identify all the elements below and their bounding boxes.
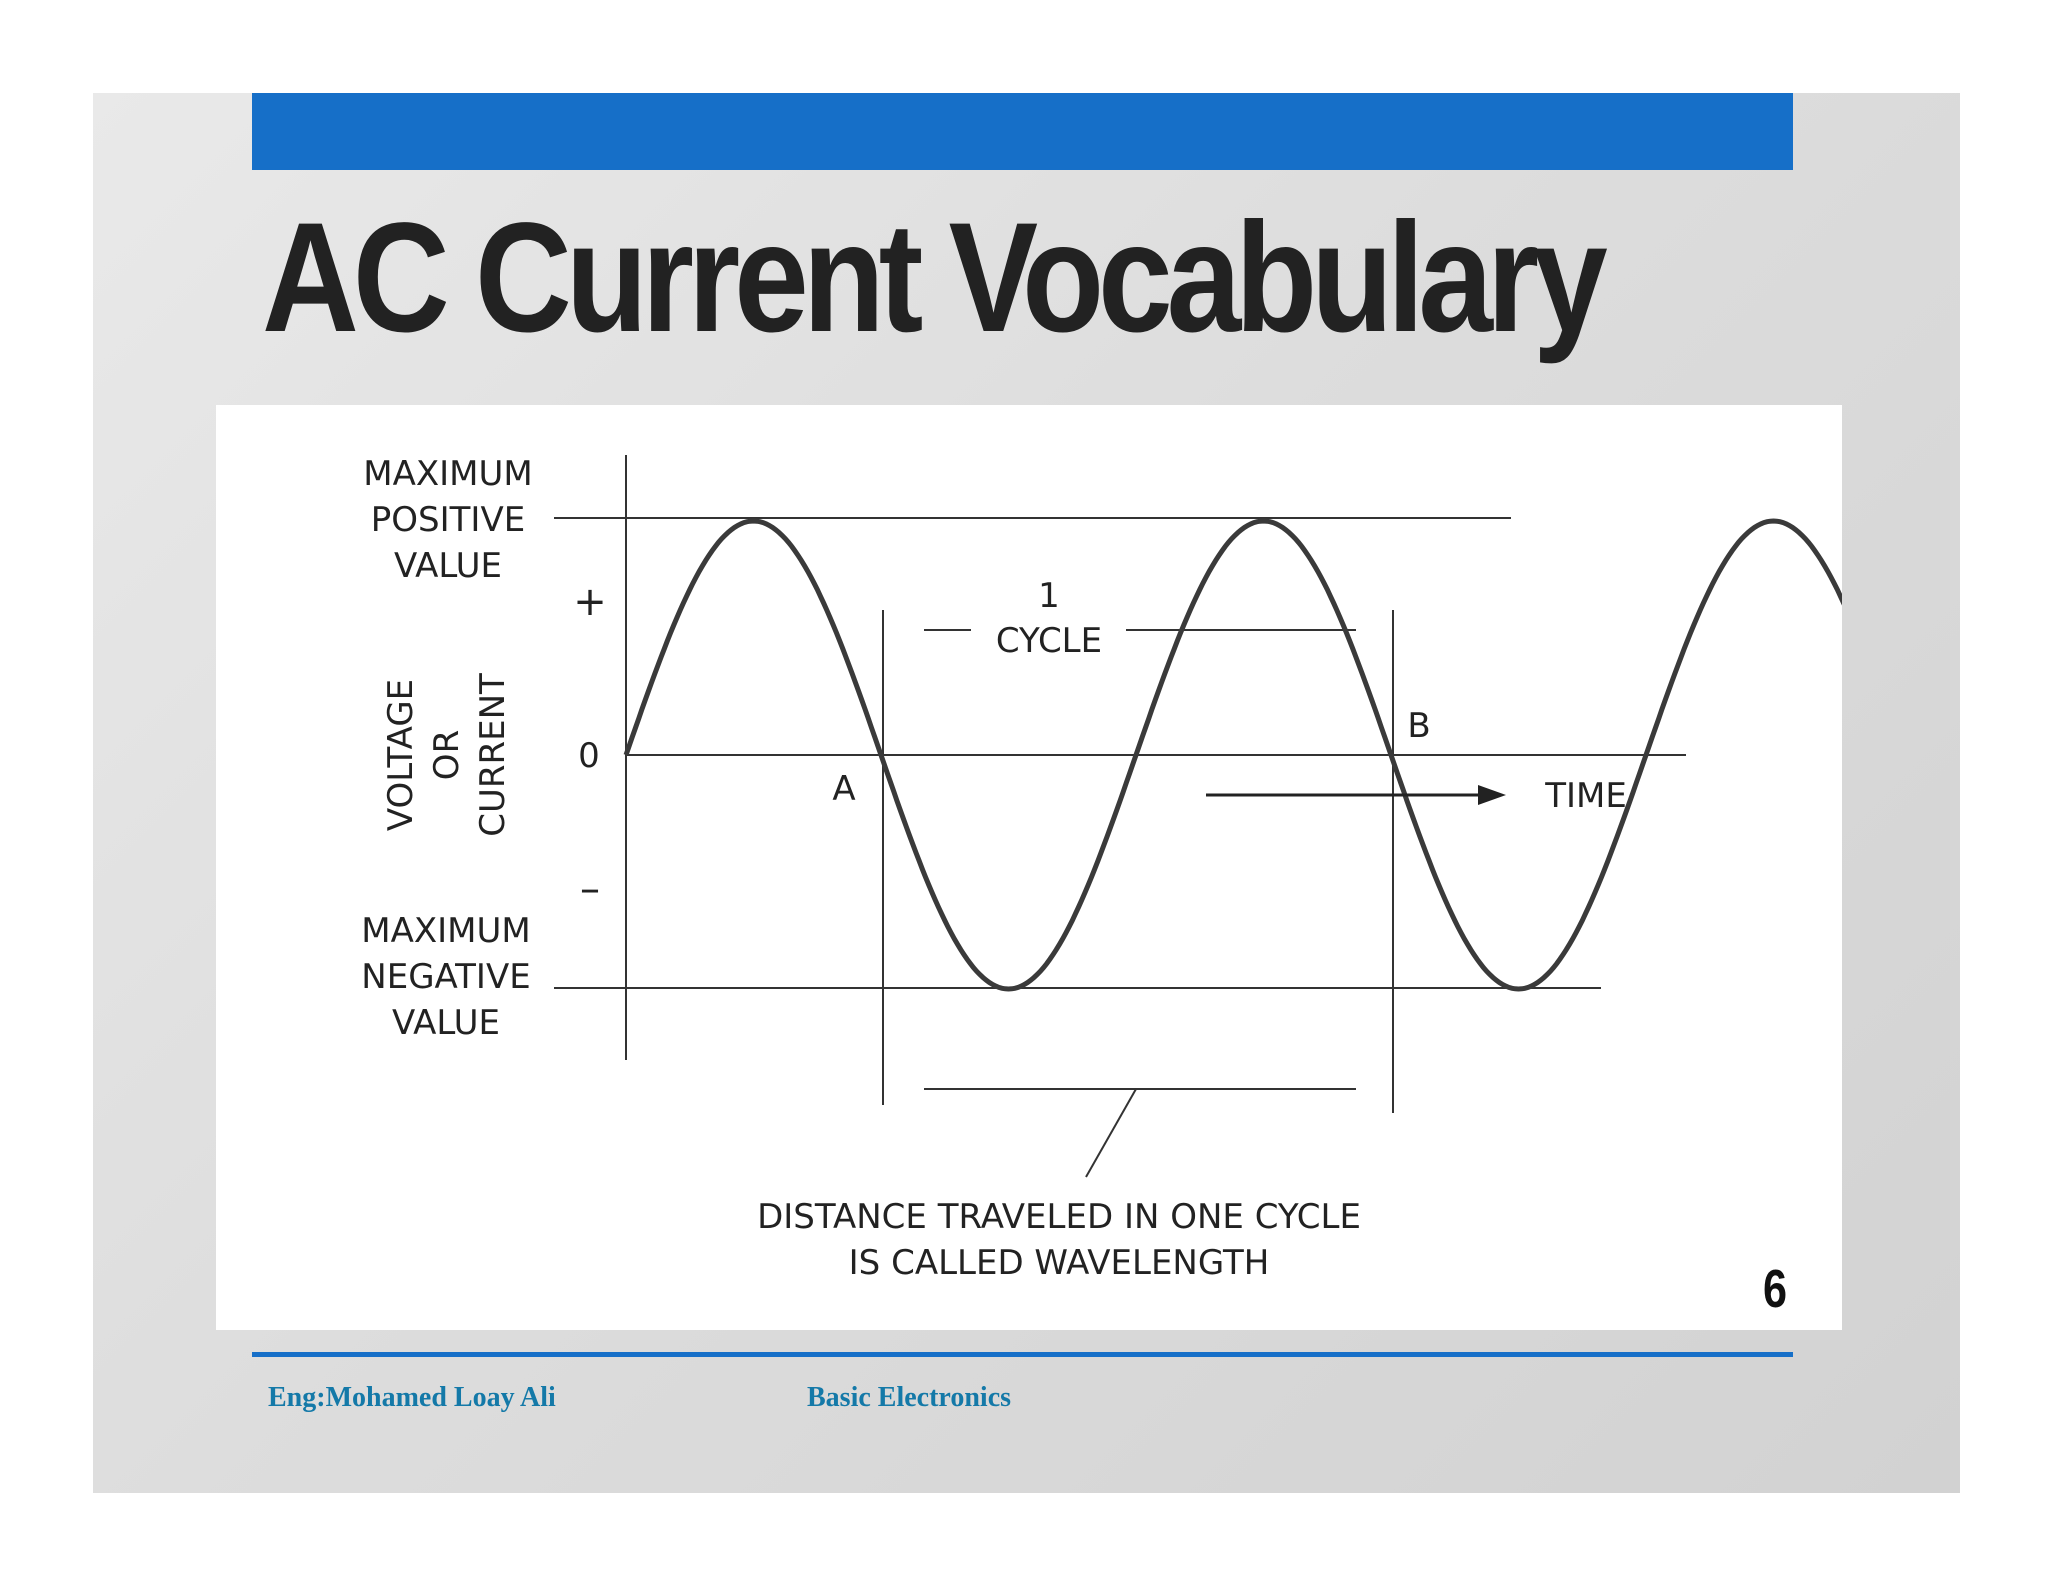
axis-label-or: OR <box>427 729 467 781</box>
ac-waveform-diagram <box>216 405 1842 1330</box>
zero-label: 0 <box>578 736 600 776</box>
footer-divider <box>252 1352 1793 1357</box>
max-positive-label-1: MAXIMUM <box>363 454 533 494</box>
max-negative-label-2: NEGATIVE <box>361 957 531 997</box>
header-accent-bar <box>252 93 1793 170</box>
max-negative-label-3: VALUE <box>392 1003 500 1043</box>
minus-sign: – <box>580 866 600 912</box>
time-arrow-head <box>1478 785 1506 805</box>
point-a-label: A <box>832 769 856 809</box>
footer-course: Basic Electronics <box>807 1382 1012 1413</box>
cycle-label: CYCLE <box>995 621 1103 661</box>
plus-sign: + <box>573 579 607 625</box>
waveform-svg <box>216 405 1842 1330</box>
wavelength-caption-2: IS CALLED WAVELENGTH <box>848 1243 1270 1283</box>
wavelength-caption-1: DISTANCE TRAVELED IN ONE CYCLE <box>757 1197 1361 1237</box>
axis-label-voltage: VOLTAGE <box>381 678 421 832</box>
slide-title: AC Current Vocabulary <box>262 191 1602 365</box>
point-b-label: B <box>1407 706 1431 746</box>
time-label: TIME <box>1545 776 1627 816</box>
footer-author: Eng:Mohamed Loay Ali <box>268 1382 556 1413</box>
page-number: 6 <box>1762 1259 1788 1319</box>
max-positive-label-3: VALUE <box>394 546 502 586</box>
cycle-number: 1 <box>1038 576 1060 616</box>
max-negative-label-1: MAXIMUM <box>361 911 531 951</box>
max-positive-label-2: POSITIVE <box>370 500 526 540</box>
wavelength-leader <box>1086 1089 1136 1177</box>
axis-label-current: CURRENT <box>473 673 513 837</box>
